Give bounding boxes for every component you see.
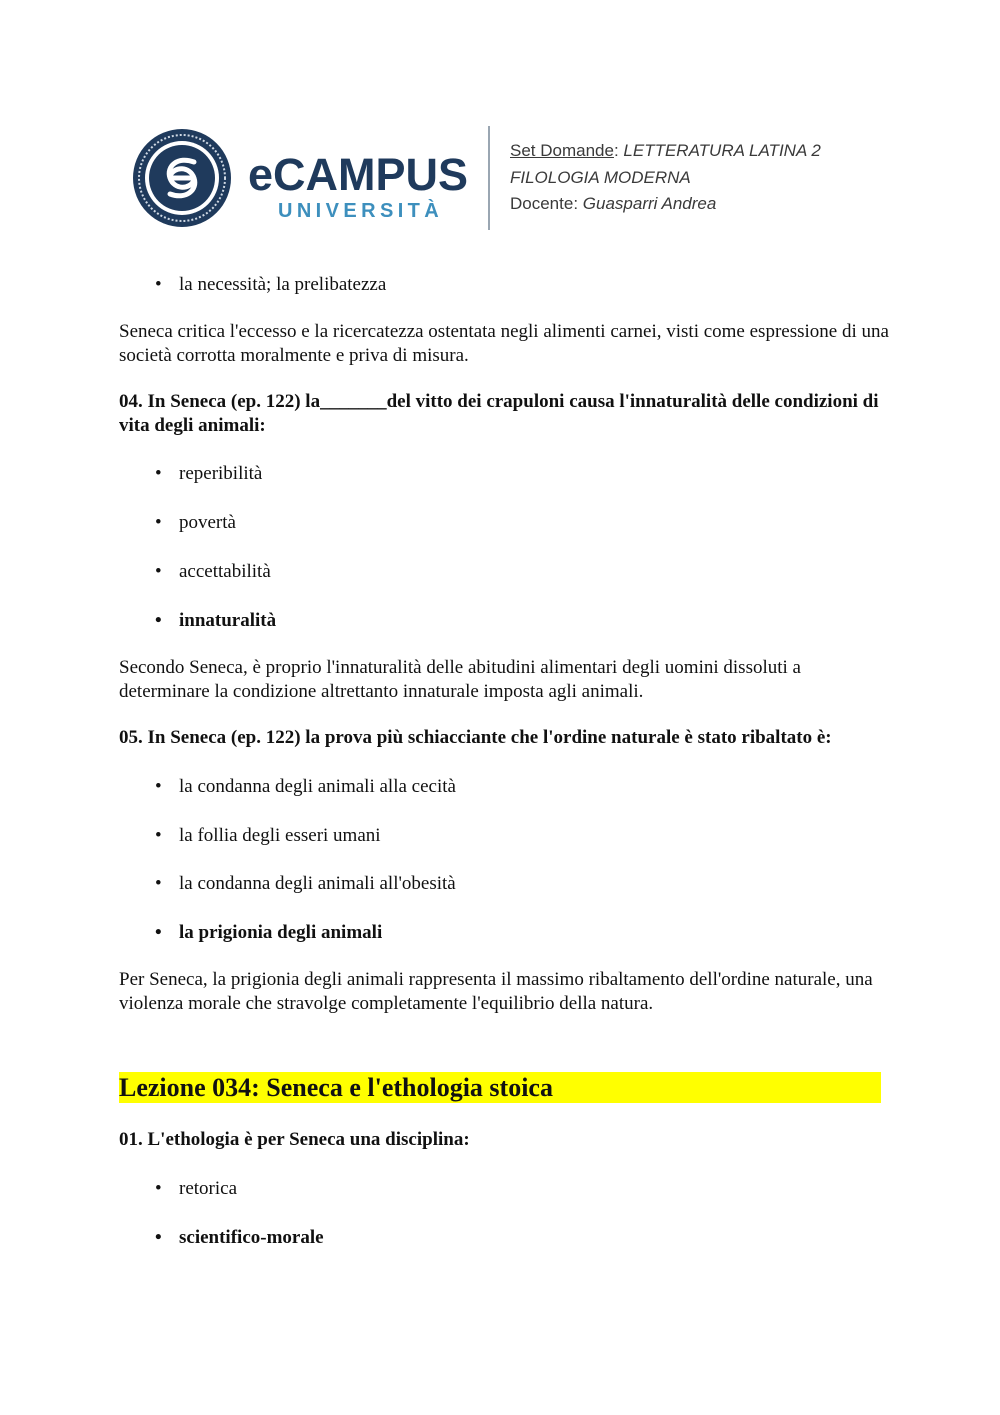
set-info: Set Domande: LETTERATURA LATINA 2 FILOLOGIA MODERNA Docente: Guasparri Andrea xyxy=(510,141,821,213)
question-blank: _______ xyxy=(320,391,387,412)
question-04 xyxy=(119,390,889,437)
question-text-after: del vitto dei crapuloni causa l'innaturalità delle condizioni di vita degli animali: xyxy=(119,391,879,436)
list-item: • accettabilità xyxy=(155,561,271,582)
option-text: la prigionia degli animali xyxy=(179,922,383,943)
docente-label: Docente: xyxy=(510,194,579,213)
question-05: 05. In Seneca (ep. 122) la prova più schiacciante che l'ordine naturale è stato ribaltato è: xyxy=(119,727,832,748)
option-text: la condanna degli animali all'obesità xyxy=(179,873,456,894)
option-text: povertà xyxy=(179,512,236,533)
option-text: la follia degli esseri umani xyxy=(179,825,381,846)
set-value-line2: FILOLOGIA MODERNA xyxy=(510,167,691,187)
set-label: Set Domande xyxy=(510,141,614,160)
explanation-text: Per Seneca, la prigionia degli animali rappresenta il massimo ribaltamento dell'ordine naturale, una violenza morale che stravolge completamente l'equilibrio della natura. xyxy=(119,969,873,1014)
set-value-line1: LETTERATURA LATINA 2 xyxy=(623,141,821,160)
document-header xyxy=(130,126,890,234)
option-text: retorica xyxy=(179,1178,238,1199)
brand-e: e xyxy=(248,149,274,200)
list-item: • la condanna degli animali alla cecità xyxy=(155,776,456,797)
option-text: reperibilità xyxy=(179,463,263,484)
question-text-before: 04. In Seneca (ep. 122) la xyxy=(119,391,321,412)
option-text: la necessità; la prelibatezza xyxy=(179,274,387,295)
option-text: scientifico-morale xyxy=(179,1227,324,1248)
correct-answer: • scientifico-morale xyxy=(155,1227,324,1248)
header-divider xyxy=(488,126,490,230)
option-text: innaturalità xyxy=(179,610,277,631)
list-item: • la necessità; la prelibatezza xyxy=(155,274,387,295)
explanation-text: Secondo Seneca, è proprio l'innaturalità delle abitudini alimentari degli uomini dissoluti a determinare la condizione altrettanto innaturale imposta agli animali. xyxy=(119,657,801,702)
docente-value: Guasparri Andrea xyxy=(582,194,717,213)
explanation-text: Seneca critica l'eccesso e la ricercatezza ostentata negli alimenti carnei, visti come espressione di una società corrotta moralmente e priva di misura. xyxy=(119,321,889,366)
brand-subtitle: UNIVERSITÀ xyxy=(278,200,444,222)
option-text: accettabilità xyxy=(179,561,271,582)
option-text: la condanna degli animali alla cecità xyxy=(179,776,456,797)
list-item: • retorica xyxy=(155,1178,238,1199)
question-01: 01. L'ethologia è per Seneca una disciplina: xyxy=(119,1129,470,1150)
lesson-title: Lezione 034: Seneca e l'ethologia stoica xyxy=(119,1072,881,1103)
ecampus-seal-logo xyxy=(132,128,232,228)
list-item: • la follia degli esseri umani xyxy=(155,825,381,846)
list-item: • la condanna degli animali all'obesità xyxy=(155,873,456,894)
correct-answer: • la prigionia degli animali xyxy=(155,922,383,943)
list-item: • povertà xyxy=(155,512,236,533)
brand-name: CAMPUS xyxy=(273,149,469,200)
list-item: • reperibilità xyxy=(155,463,263,484)
correct-answer: • innaturalità xyxy=(155,610,277,631)
